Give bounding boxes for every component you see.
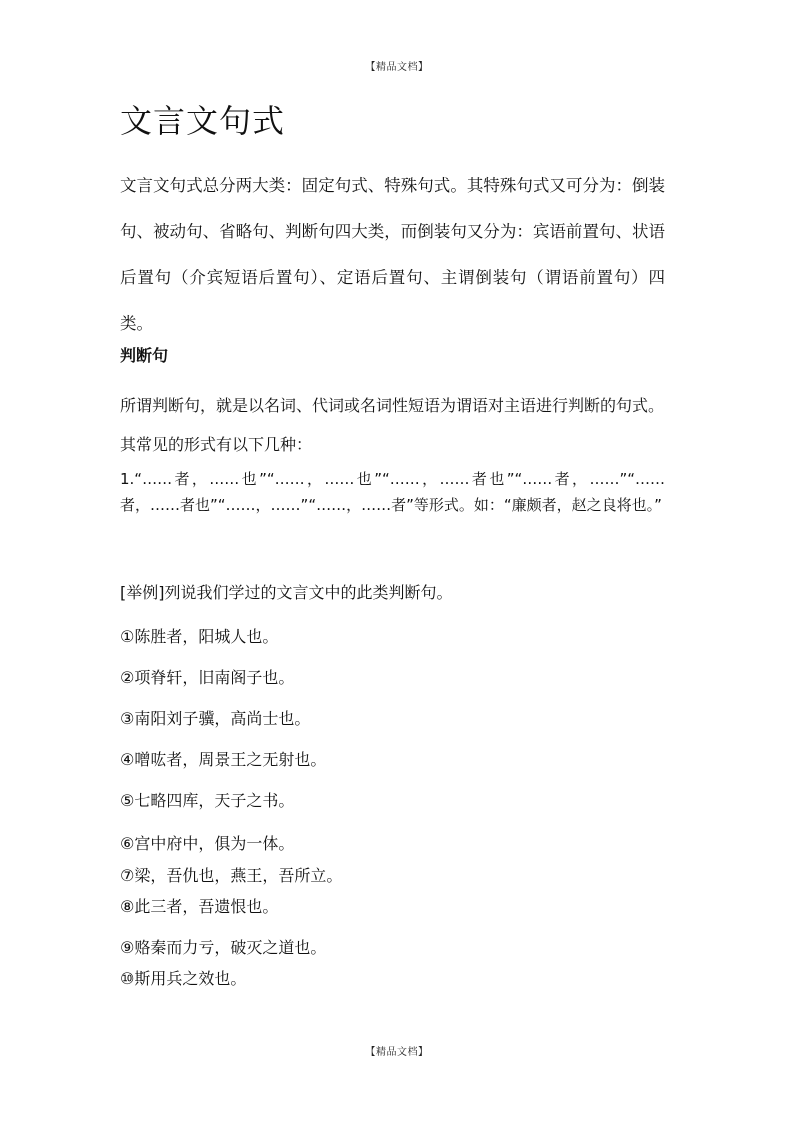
page-header-tag: 【精品文档】 [365,62,429,73]
example-item: ①陈胜者，阳城人也。 [120,627,279,646]
example-item: ⑦梁，吾仇也，燕王，吾所立。 [120,866,343,885]
example-item: ⑧此三者，吾遗恨也。 [120,897,279,916]
example-item: ⑥宫中府中，俱为一体。 [120,834,295,853]
section-heading: 判断句 [120,346,169,365]
document-title: 文言文句式 [120,102,286,140]
example-item: ⑨赂秦而力亏，破灭之道也。 [120,938,327,957]
forms-list-paragraph: 1.“……者，……也”“……，……也”“……，……者也”“……者，……”“……者，……者也”“……，……”“……，……者”等形式。如：“廉颇者，赵之良将也。” [120,470,665,514]
page-footer-tag: 【精品文档】 [365,1047,429,1058]
example-item: ⑤七略四库，天子之书。 [120,791,295,810]
example-intro-paragraph: [举例]列说我们学过的文言文中的此类判断句。 [120,583,453,602]
example-item: ③南阳刘子骥，高尚士也。 [120,709,311,728]
forms-intro-paragraph: 其常见的形式有以下几种： [120,435,313,454]
example-item: ⑩斯用兵之效也。 [120,969,247,988]
definition-paragraph: 所谓判断句，就是以名词、代词或名词性短语为谓语对主语进行判断的句式。 [120,396,665,415]
intro-paragraph: 文言文句式总分两大类：固定句式、特殊句式。其特殊句式又可分为：倒装句、被动句、省略句、判断句四大类，而倒装句又分为：宾语前置句、状语后置句（介宾短语后置句）、定语后置句、主谓倒装句（谓语前置句）四类。 [120,176,665,333]
example-item: ②项脊轩，旧南阁子也。 [120,668,295,687]
example-item: ④噌吰者，周景王之无射也。 [120,750,327,769]
